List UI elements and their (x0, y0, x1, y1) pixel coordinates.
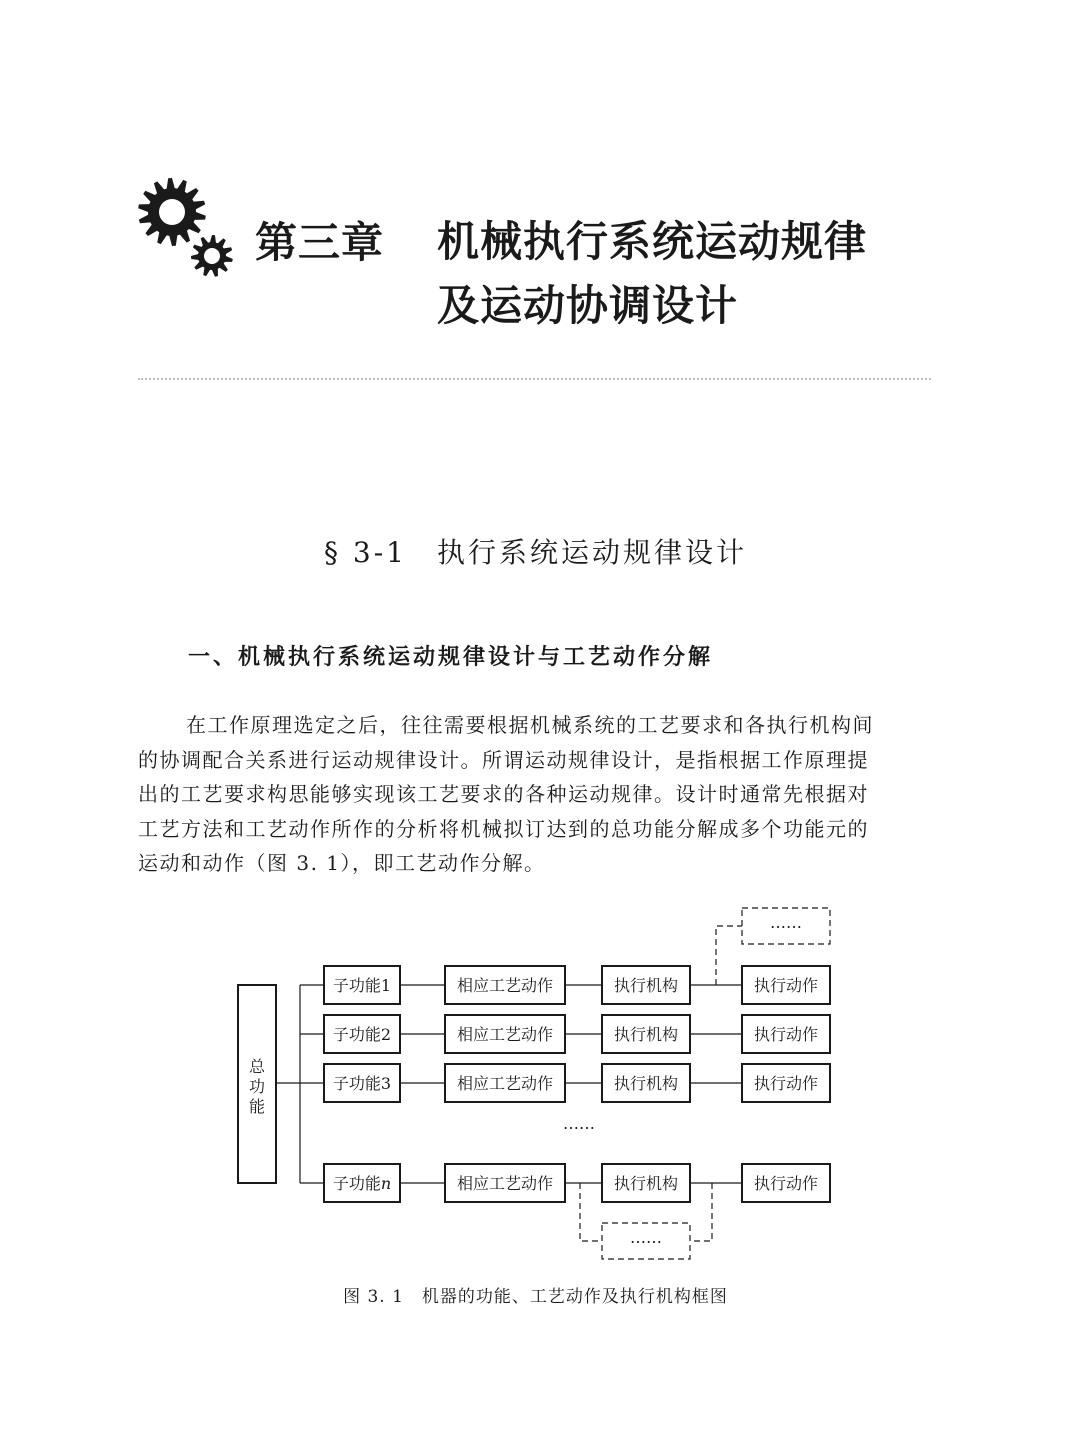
function-block-diagram (230, 900, 840, 1270)
action-label: 执行动作 (753, 1074, 819, 1093)
paragraph-line: 出的工艺要求构思能够实现该工艺要求的各种运动规律。设计时通常先根据对 (138, 782, 869, 806)
section-heading (0, 531, 1071, 571)
action-label: 执行动作 (753, 1025, 819, 1044)
section-number: § 3-1 (323, 536, 407, 569)
figure-caption-text: 机器的功能、工艺动作及执行机构框图 (421, 1287, 728, 1307)
ellipsis-middle: …… (563, 1114, 595, 1133)
process-action-label: 相应工艺动作 (456, 1174, 554, 1193)
mechanism-label: 执行机构 (613, 1074, 679, 1093)
chapter-label: 第三章 (255, 218, 385, 267)
total-function-char: 总 (248, 1057, 266, 1076)
mechanism-label: 执行机构 (613, 976, 679, 995)
mechanism-label: 执行机构 (613, 1025, 679, 1044)
sub-function-label: 子功能1 (332, 976, 392, 995)
body-paragraph (138, 708, 938, 881)
dotted-divider (138, 378, 931, 380)
paragraph-line: 工艺方法和工艺动作所作的分析将机械拟订达到的总功能分解成多个功能元的 (138, 816, 869, 841)
figure-number: 图 3. 1 (343, 1287, 404, 1307)
process-action-label: 相应工艺动作 (456, 976, 554, 995)
process-action-label: 相应工艺动作 (456, 1025, 554, 1044)
action-label: 执行动作 (753, 976, 819, 995)
small-gear-icon (191, 235, 233, 277)
paragraph-line: 运动和动作（图 3. 1），即工艺动作分解。 (138, 851, 546, 875)
large-gear-icon (138, 178, 206, 246)
dashed-connector (690, 1183, 712, 1241)
sub-function-label: 子功能n (332, 1174, 392, 1193)
section-title: 执行系统运动规律设计 (436, 536, 747, 569)
total-function-char: 能 (248, 1097, 266, 1116)
ellipsis-bottom: …… (630, 1228, 662, 1247)
total-function-char: 功 (248, 1077, 266, 1096)
sub-function-label: 子功能3 (332, 1074, 392, 1093)
action-label: 执行动作 (753, 1174, 819, 1193)
figure-caption (0, 1282, 1071, 1307)
gears-icon (136, 174, 236, 278)
dashed-connector (580, 1183, 602, 1241)
paragraph-line: 在工作原理选定之后，往往需要根据机械系统的工艺要求和各执行机构间 (186, 713, 874, 737)
chapter-title-line1: 机械执行系统运动规律 (437, 217, 868, 266)
dashed-connector (716, 926, 742, 985)
paragraph-line: 的协调配合关系进行运动规律设计。所谓运动规律设计，是指根据工作原理提 (138, 747, 869, 772)
sub-function-label: 子功能2 (332, 1025, 392, 1044)
chapter-title-line2: 及运动协调设计 (437, 281, 739, 330)
chapter-title (437, 210, 867, 338)
ellipsis-top: …… (770, 913, 802, 932)
process-action-label: 相应工艺动作 (456, 1074, 554, 1093)
subheading: 一、机械执行系统运动规律设计与工艺动作分解 (188, 645, 714, 670)
mechanism-label: 执行机构 (613, 1174, 679, 1193)
